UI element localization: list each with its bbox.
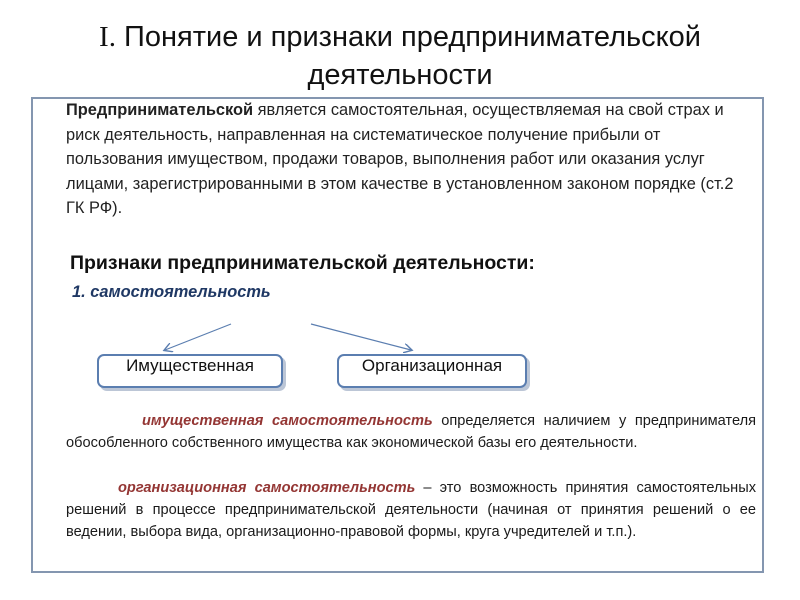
organizational-text: – это возможность принятия самостоятельных решений в процессе предпринимательской деятельности (начиная от принятия решений о ее ведении, выбора вида, организационно-правовой формы, круга учредителей и т.п.).	[66, 480, 756, 540]
definition-term: Предпринимательской	[66, 101, 254, 119]
title-text-1: Понятие и признаки предпринимательской	[124, 21, 701, 53]
title-line-2: деятельности	[307, 59, 493, 91]
property-node	[97, 354, 283, 388]
features-heading: Признаки предпринимательской деятельности:	[70, 252, 535, 274]
arrow-left	[165, 324, 231, 350]
property-definition	[66, 410, 756, 454]
organizational-node	[337, 354, 527, 388]
definition-text: является самостоятельная, осуществляемая на свой страх и риск деятельность, направленная на систематическое получение прибыли от пользования имуществом, продажи товаров, выполнения работ или оказания услуг лицами, зарегистрированными в этом качестве в установленном законом порядке (ст.2 ГК РФ).	[66, 101, 734, 217]
property-text: определяется наличием у предпринимателя обособленного собственного имущества как экономической базы его деятельности.	[66, 413, 756, 451]
organizational-term: организационная самостоятельность	[118, 480, 416, 496]
property-node-label: Имущественная	[126, 356, 254, 375]
organizational-node-label: Организационная	[361, 356, 503, 375]
property-term: имущественная самостоятельность	[142, 413, 433, 429]
feature-item-1: 1. самостоятельность	[72, 283, 271, 301]
title-number: I.	[99, 21, 116, 53]
arrow-right	[311, 324, 411, 350]
organizational-definition	[66, 477, 756, 543]
